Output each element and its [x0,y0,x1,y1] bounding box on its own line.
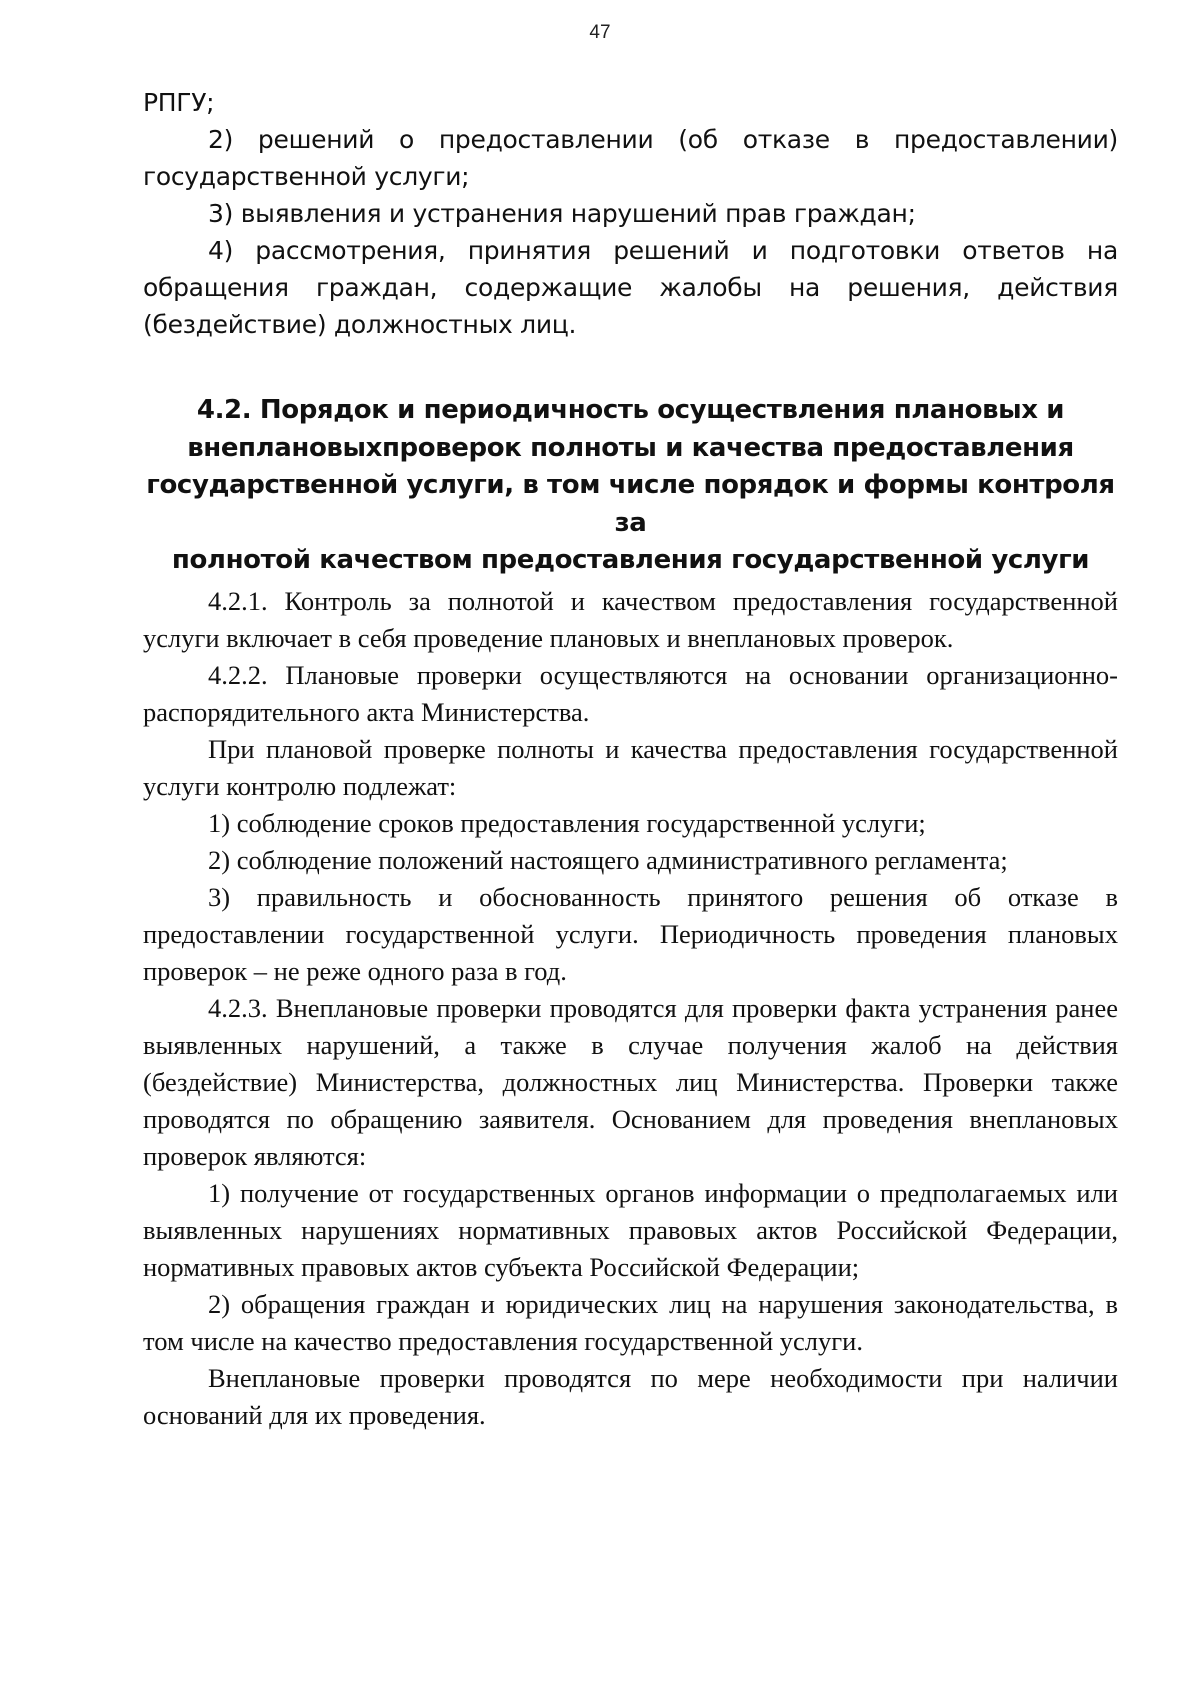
section-heading-line-4: полнотой качеством предоставления государственной услуги [171,545,1090,575]
intro-item-4: 4) рассмотрения, принятия решений и подготовки ответов на обращения граждан, содержащие жалобы на решения, действия (бездействие) должностных лиц. [143,236,1118,339]
section-heading-line-1: 4.2. Порядок и периодичность осуществления плановых и [196,395,1065,425]
grounds-item-1: 1) получение от государственных органов информации о предполагаемых или выявленных нарушениях нормативных правовых актов Российской Федерации, нормативных правовых актов субъекта Российской Федерации; [143,1178,1118,1282]
intro-item-3: 3) выявления и устранения нарушений прав граждан; [208,199,916,228]
list-item-1: 1) соблюдение сроков предоставления государственной услуги; [208,808,926,838]
intro-item-2: 2) решений о предоставлении (об отказе в предоставлении) государственной услуги; [143,125,1118,191]
page-number: 47 [589,22,611,43]
section-heading-line-2: внеплановыхпроверок полноты и качества предоставления [187,432,1074,463]
paragraph-4-2-2: 4.2.2. Плановые проверки осуществляются на основании организационно-распорядительного акта Министерства. [143,660,1118,727]
intro-line-rpgu: РПГУ; [143,88,215,117]
section-heading [143,392,1118,580]
paragraph-closing: Внеплановые проверки проводятся по мере необходимости при наличии оснований для их проведения. [143,1363,1118,1430]
list-item-3: 3) правильность и обоснованность принятого решения об отказе в предоставлении государственной услуги. Периодичность проведения плановых проверок – не реже одного раза в год. [143,882,1118,986]
list-item-2: 2) соблюдение положений настоящего административного регламента; [208,845,1008,875]
paragraph-planned-check: При плановой проверке полноты и качества предоставления государственной услуги контролю подлежат: [143,734,1118,801]
paragraph-4-2-1: 4.2.1. Контроль за полнотой и качеством предоставления государственной услуги включает в себя проведение плановых и внеплановых проверок. [143,586,1118,653]
paragraph-4-2-3: 4.2.3. Внеплановые проверки проводятся для проверки факта устранения ранее выявленных нарушений, а также в случае получения жалоб на действия (бездействие) Министерства, должностных лиц Министерства. Проверки также проводятся по обращению заявителя. Основанием для проведения внеплановых проверок являются: [143,993,1118,1171]
section-heading-line-3: государственной услуги, в том числе порядок и формы контроля за [146,470,1115,538]
intro-list [143,84,1118,343]
section-body [143,583,1118,1434]
grounds-item-2: 2) обращения граждан и юридических лиц на нарушения законодательства, в том числе на качество предоставления государственной услуги. [143,1289,1118,1356]
